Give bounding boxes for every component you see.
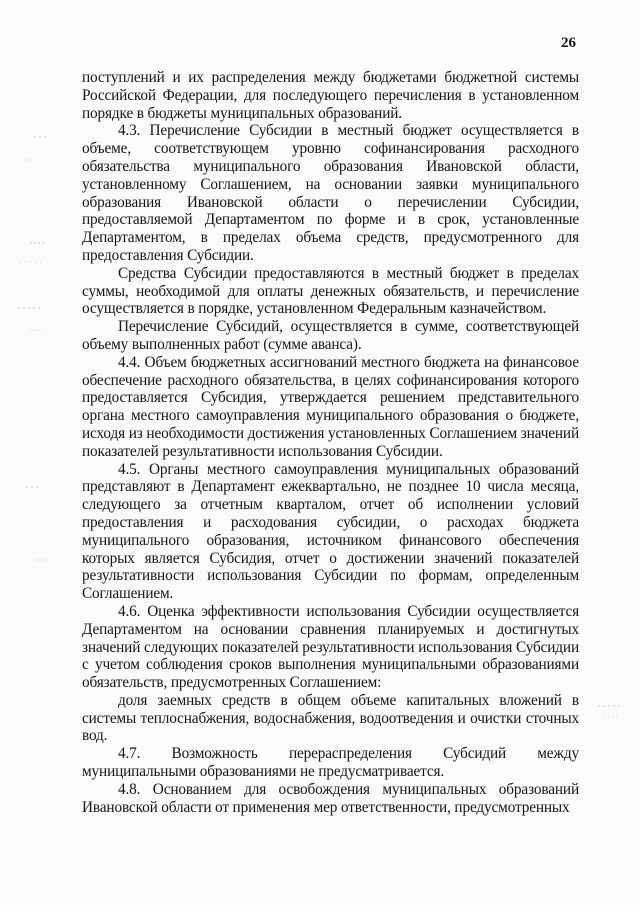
page-number: 26 bbox=[561, 35, 576, 51]
paragraph: 4.3. Перечисление Субсидии в местный бюджет осуществляется в объеме, соответствующем уровню софинансирования расходного обязательства муниципального образования Ивановской области, установленному Соглашением, на основании заявки муниципального образования Ивановской области о перечислении Субсидии, предоставляемой Департаментом по форме и в срок, установленные Департаментом, в пределах объема средств, предусмотренного для предоставления Субсидии. bbox=[82, 122, 579, 264]
paragraph: доля заемных средств в общем объеме капитальных вложений в системы теплоснабжения, водоснабжения, водоотведения и очистки сточных вод. bbox=[82, 691, 579, 745]
document-body bbox=[82, 69, 579, 816]
paragraph: 4.5. Органы местного самоуправления муниципальных образований представляют в Департамент ежеквартально, не позднее 10 числа месяца, следующего за отчетным кварталом, отчет об исполнении условий предоставления и расходования субсидии, о расходах бюджета муниципального образования, источником финансового обеспечения которых является Субсидия, отчет о достижении значений показателей результативности использования Субсидии по формам, определенным Соглашением. bbox=[82, 460, 579, 603]
paragraph: Перечисление Субсидий, осуществляется в сумме, соответствующей объему выполненных работ (сумме аванса). bbox=[82, 318, 579, 353]
paragraph: Средства Субсидии предоставляются в местный бюджет в пределах суммы, необходимой для оплаты денежных обязательств, и перечисление осуществляется в порядке, установленном Федеральным казначейством. bbox=[82, 264, 579, 318]
paragraph: 4.7. Возможность перераспределения Субсидий между муниципальными образованиями не предусматривается. bbox=[82, 745, 579, 781]
paragraph: поступлений и их распределения между бюджетами бюджетной системы Российской Федерации, для последующего перечисления в установленном порядке в бюджеты муниципальных образований. bbox=[82, 69, 579, 122]
paragraph: 4.4. Объем бюджетных ассигнований местного бюджета на финансовое обеспечение расходного обязательства, в целях софинансирования которого предоставляется Субсидия, утверждается решением представительного органа местного самоуправления муниципального образования о бюджете, исходя из необходимости достижения установленных Соглашением значений показателей результативности использования Субсидии. bbox=[82, 353, 579, 460]
paragraph: 4.8. Основанием для освобождения муниципальных образований Ивановской области от применения мер ответственности, предусмотренных bbox=[82, 780, 579, 816]
paragraph: 4.6. Оценка эффективности использования Субсидии осуществляется Департаментом на основании сравнения планируемых и достигнутых значений следующих показателей результативности использования Субсидии с учетом соблюдения сроков выполнения муниципальными образованиями обязательств, предусмотренных Соглашением: bbox=[82, 602, 579, 692]
